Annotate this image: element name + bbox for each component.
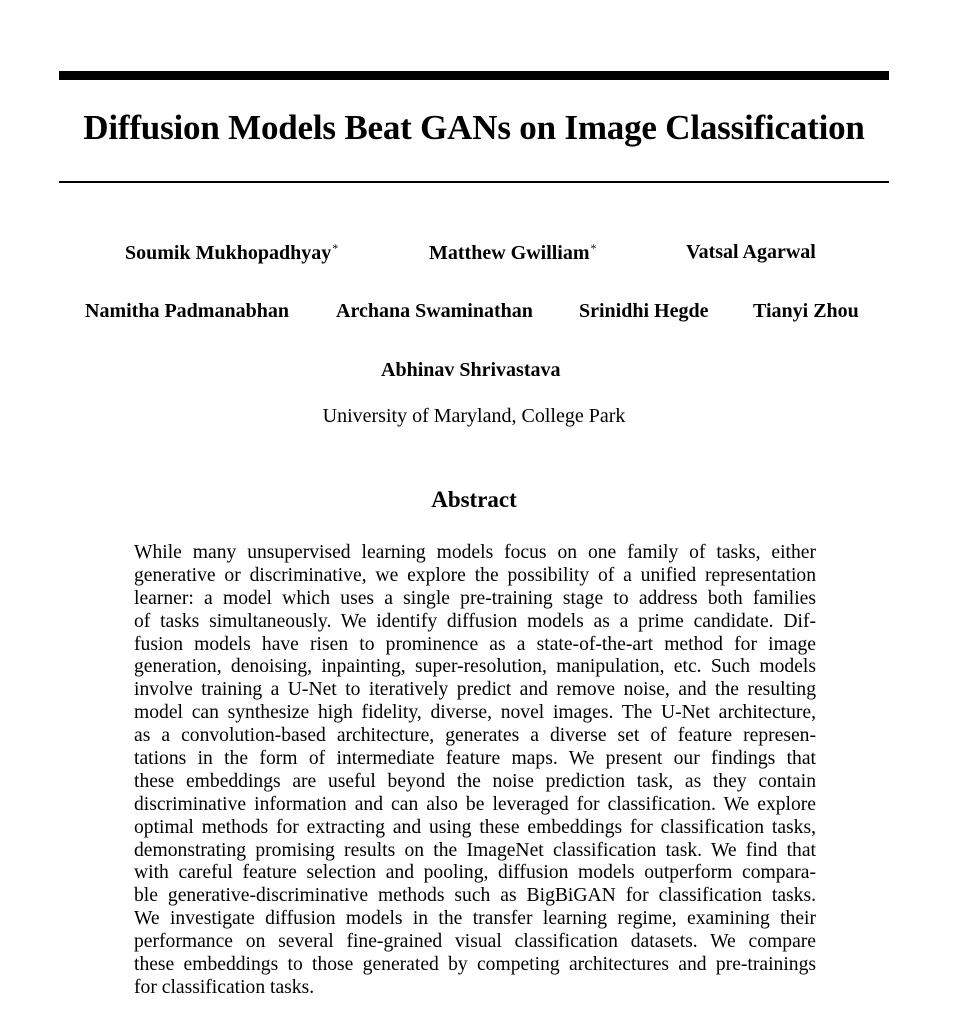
abstract-line: as a convolution-based architecture, generates a diverse set of feature represen- bbox=[134, 725, 816, 747]
equal-contribution-mark: * bbox=[332, 241, 339, 255]
abstract-line: for classification tasks. bbox=[134, 976, 315, 998]
equal-contribution-mark: * bbox=[590, 241, 597, 255]
author-name: Tianyi Zhou bbox=[753, 300, 859, 322]
abstract-line: generative or discriminative, we explore the possibility of a unified representation bbox=[134, 564, 816, 586]
abstract-line: these embeddings are useful beyond the noise prediction task, as they contain bbox=[134, 770, 816, 792]
abstract-line: fusion models have risen to prominence as a state-of-the-art method for image bbox=[134, 633, 816, 655]
affiliation: University of Maryland, College Park bbox=[322, 405, 626, 427]
abstract-line: performance on several fine-grained visual classification datasets. We compare bbox=[134, 931, 816, 953]
paper-title: Diffusion Models Beat GANs on Image Classification bbox=[83, 108, 865, 147]
author-2 bbox=[429, 241, 597, 265]
abstract-line: of tasks simultaneously. We identify diffusion models as a prime candidate. Dif- bbox=[134, 610, 816, 632]
abstract-line: learner: a model which uses a single pre-training stage to address both families bbox=[134, 587, 816, 609]
author-3 bbox=[686, 241, 816, 264]
bottom-rule bbox=[59, 181, 889, 183]
abstract-line: with careful feature selection and pooling, diffusion models outperform compara- bbox=[134, 862, 816, 884]
author-5 bbox=[336, 300, 533, 323]
abstract-line: While many unsupervised learning models focus on one family of tasks, either bbox=[134, 542, 816, 563]
author-7 bbox=[753, 300, 859, 323]
abstract-body bbox=[134, 542, 816, 1000]
abstract-line: discriminative information and can also be leveraged for classification. We explore bbox=[134, 793, 816, 815]
author-name: Matthew Gwilliam bbox=[429, 242, 590, 264]
author-name: Vatsal Agarwal bbox=[686, 241, 816, 263]
author-name: Soumik Mukhopadhyay bbox=[125, 242, 332, 264]
author-6 bbox=[579, 300, 708, 323]
abstract-line: these embeddings to those generated by competing architectures and pre-trainings bbox=[134, 954, 816, 976]
abstract-line: ble generative-discriminative methods such as BigBiGAN for classification tasks. bbox=[134, 885, 816, 907]
author-4 bbox=[85, 300, 289, 323]
author-name: Archana Swaminathan bbox=[336, 300, 533, 322]
author-name: Srinidhi Hegde bbox=[579, 300, 709, 322]
author-name: Abhinav Shrivastava bbox=[381, 359, 561, 381]
abstract-line: tations in the form of intermediate feature maps. We present our findings that bbox=[134, 748, 816, 770]
abstract-heading: Abstract bbox=[431, 487, 517, 512]
author-8 bbox=[381, 359, 561, 382]
author-1 bbox=[125, 241, 338, 265]
author-name: Namitha Padmanabhan bbox=[85, 300, 289, 322]
abstract-line: optimal methods for extracting and using these embeddings for classification tasks, bbox=[134, 816, 816, 838]
abstract-line: involve training a U-Net to iteratively predict and remove noise, and the resulting bbox=[134, 679, 816, 701]
abstract-line: demonstrating promising results on the ImageNet classification task. We find that bbox=[134, 839, 816, 861]
top-rule bbox=[59, 71, 889, 80]
abstract-line: generation, denoising, inpainting, super-resolution, manipulation, etc. Such models bbox=[134, 656, 816, 678]
abstract-line: We investigate diffusion models in the transfer learning regime, examining their bbox=[134, 908, 816, 930]
abstract-line: model can synthesize high fidelity, diverse, novel images. The U-Net architecture, bbox=[134, 702, 816, 724]
